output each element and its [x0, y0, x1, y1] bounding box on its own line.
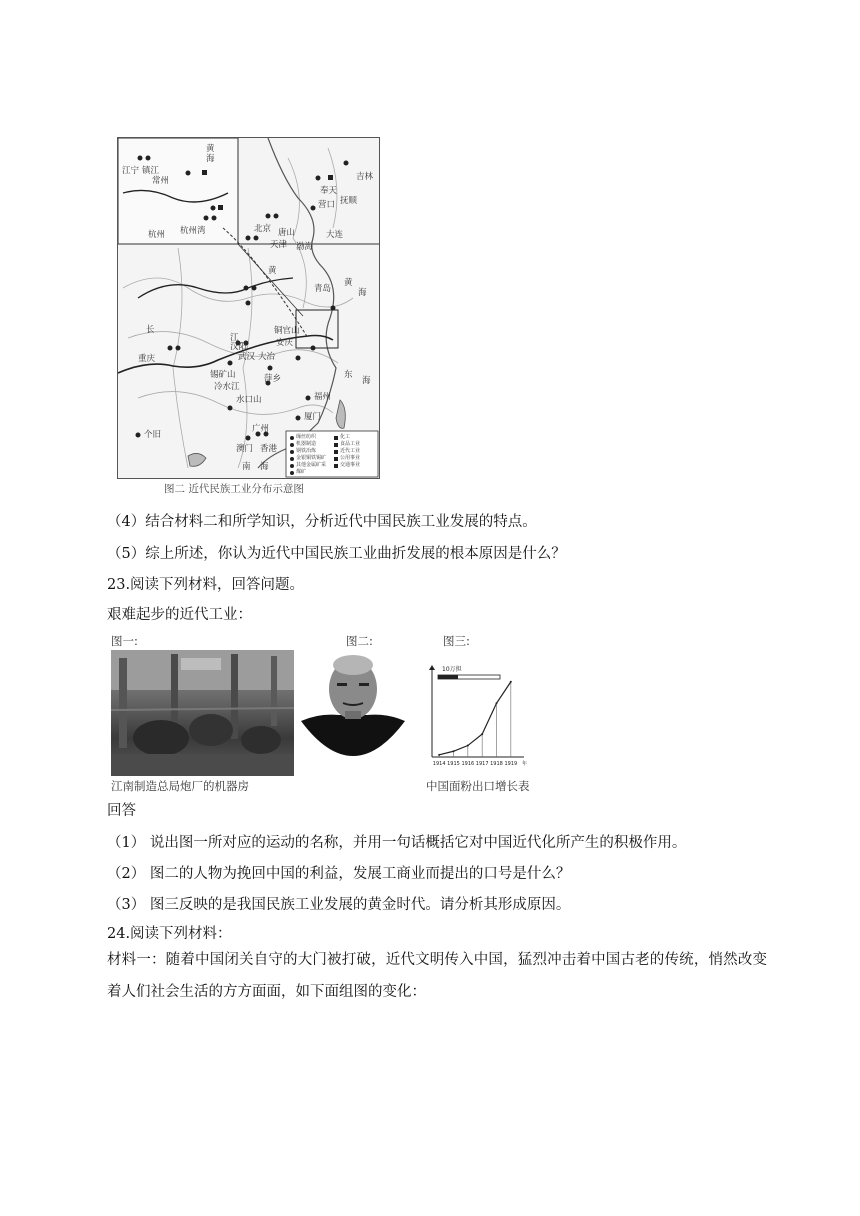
figure-1-caption: 江南制造总局炮厂的机器房 [111, 779, 249, 793]
map-label-xikuangshan: 锡矿山 [210, 370, 236, 380]
legend-item: 煤矿 [296, 469, 307, 475]
unit-label: 10万担 [442, 666, 462, 673]
map-label-hanyang: 汉阳 [230, 342, 248, 352]
legend-item: 钢铁冶炼 [296, 448, 317, 454]
legend-item: 缫丝纺织 [296, 434, 317, 440]
x-tick-label: 1919 [504, 761, 518, 767]
question-23-3: （3） 图三反映的是我国民族工业发展的黄金时代。请分析其形成原因。 [107, 897, 571, 913]
series-line [439, 682, 511, 755]
question-5: （5）综上所述，你认为近代中国民族工业曲折发展的根本原因是什么？ [107, 546, 566, 562]
legend-item: 食品工业 [340, 441, 361, 447]
map-label-yingkou: 营口 [318, 200, 336, 210]
question-23-1: （1） 说出图一所对应的运动的名称，并用一句话概括它对中国近代化所产生的积极作用。 [107, 835, 687, 851]
legend-item: 机器制造 [296, 441, 317, 447]
question-23-intro: 艰难起步的近代工业： [107, 607, 252, 623]
map-label-hangzhou-bay: 杭州湾 [180, 226, 206, 236]
map-label-lengshuijiang: 冷水江 [214, 382, 240, 392]
map-label-gejiu: 个旧 [144, 430, 162, 440]
data-point [438, 754, 440, 756]
question-24-title: 24.阅读下列材料： [107, 926, 232, 942]
map-label-chongqing: 重庆 [138, 354, 156, 364]
map-label-qingdao: 青岛 [314, 284, 332, 294]
figure-3-caption: 中国面粉出口增长表 [426, 779, 530, 793]
x-tick-label: 1918 [490, 761, 503, 767]
machine-room-illustration [111, 650, 294, 776]
portrait-photo [297, 651, 409, 777]
map-caption: 图二 近代民族工业分布示意图 [164, 483, 304, 495]
legend-item: 其他金属矿采 [296, 462, 327, 468]
map-label-jiang: 江 [230, 333, 239, 343]
figure-2-label: 图二: [346, 634, 373, 648]
flour-export-chart [420, 661, 532, 769]
map-label-hongkong: 香港 [260, 444, 278, 454]
map-label-wuhan: 武汉 [238, 352, 256, 362]
map-label-huang-river: 黄 [268, 266, 277, 276]
map-label-jilin: 吉林 [356, 172, 374, 182]
x-axis-label: 年 [522, 761, 528, 767]
map-label-hangzhou: 杭州 [148, 230, 166, 240]
map-label-tangshan: 唐山 [278, 228, 296, 238]
map-label-fushun: 抚顺 [340, 196, 358, 206]
figure-3-label: 图三: [443, 634, 470, 648]
map-label-south-sea2: 海 [260, 462, 269, 472]
legend-item: 公用事业 [340, 455, 361, 461]
legend-item: 交通事业 [340, 462, 361, 468]
x-tick-label: 1917 [475, 761, 489, 767]
map-label-yellow-sea-top: 黄 [206, 144, 215, 154]
data-point [481, 733, 483, 735]
map-label-south-sea: 南 [242, 462, 251, 472]
x-tick-label: 1914 [432, 761, 446, 767]
industry-distribution-map [117, 137, 380, 479]
map-label-tianjin: 天津 [270, 240, 288, 250]
chart-svg [420, 661, 532, 769]
map-label-changjiang: 长 [146, 325, 155, 335]
map-label-shenyang: 奉天 [320, 186, 338, 196]
map-label-tongguanshan: 铜官山 [274, 326, 300, 336]
map-label-shuikoushan: 水口山 [236, 395, 262, 405]
map-label-fuzhou: 福州 [314, 392, 332, 402]
map-label-bohai: 渤海 [296, 242, 314, 252]
map-label-east-sea2: 海 [362, 376, 371, 386]
map-label-zhenjiang: 镇江 [142, 166, 160, 176]
machine-room-photo [111, 650, 294, 776]
map-label-xiamen: 厦门 [304, 412, 322, 422]
map-label-anqing: 安庆 [276, 338, 294, 348]
map-label-yellow-sea-mid2: 海 [358, 288, 367, 298]
map-label-yellow-sea-top2: 海 [206, 154, 215, 164]
map-label-east-sea: 东 [344, 370, 353, 380]
map-label-dalian: 大连 [326, 230, 344, 240]
legend-item: 金银铜铁锡矿 [296, 455, 327, 461]
data-point [496, 702, 498, 704]
data-point [453, 750, 455, 752]
answer-label: 回答 [107, 803, 136, 819]
question-24-material-1: 材料一：随着中国闭关自守的大门被打破，近代文明传入中国，猛烈冲击着中国古老的传统，悄然改变着人们社会生活的方方面面，如下面组图的变化： [107, 952, 767, 1000]
question-4: （4）结合材料二和所学知识，分析近代中国民族工业发展的特点。 [107, 514, 537, 530]
x-tick-label: 1916 [461, 761, 475, 767]
question-23-2: （2） 图二的人物为挽回中国的利益，发展工商业而提出的口号是什么？ [107, 866, 571, 882]
map-label-guangzhou: 广州 [252, 424, 270, 434]
map-label-daye: 大冶 [258, 352, 276, 362]
data-point [510, 681, 512, 683]
map-label-beijing: 北京 [254, 224, 272, 234]
question-23-title: 23.阅读下列材料，回答问题。 [107, 577, 305, 593]
map-label-pingxiang: 萍乡 [264, 374, 282, 384]
y-axis-arrow [429, 665, 435, 670]
unit-scale-bar-fill [438, 675, 458, 679]
map-label-jiangning: 江宁 [122, 166, 140, 176]
legend-item: 化工 [340, 434, 351, 440]
map-label-yellow-sea-mid: 黄 [344, 278, 353, 288]
data-point [467, 745, 469, 747]
x-tick-label: 1915 [447, 761, 460, 767]
map-label-macau: 澳门 [236, 444, 254, 454]
map-label-changzhou: 常州 [152, 176, 170, 186]
portrait-illustration [297, 651, 409, 777]
figure-1-label: 图一: [111, 634, 138, 648]
legend-item: 近代工业 [340, 448, 361, 454]
map-drawing [118, 138, 379, 478]
